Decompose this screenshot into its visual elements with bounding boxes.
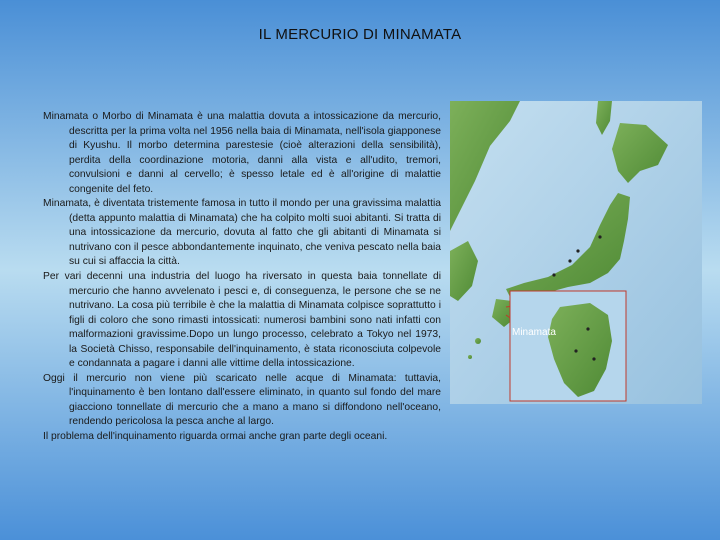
body-text <box>43 110 441 445</box>
japan-map-image <box>450 101 702 404</box>
island <box>475 338 481 344</box>
paragraph: Per vari decenni una industria del luogo ha riversato in questa baia tonnellate di mercurio che hanno avvelenato i pesci e, di conseguenza, le persone che se ne nutrivano. La cosa più terribile è che la malattia di Minamata colpisce soprattutto i figli di coloro che sono rimasti intossicati: numerosi bambini sono nati infatti con malformazioni gravissime.Dopo un lungo processo, celebrato a Tokyo nel 1973, la Società Chisso, responsabile dell'inquinamento, è stata riconosciuta colpevole e condannata a pagare i danni alle vittime della intossicazione. <box>43 271 441 370</box>
map-label-minamata: Minamata <box>512 327 556 338</box>
paragraph: Minamata, è diventata tristemente famosa in tutto il mondo per una gravissima malattia (detta appunto malattia di Minamata) che ha colpito molti suoi abitanti. Si tratta di una intossicazione da mercurio, dovuta al fatto che gli abitanti di Minamata si nutrivano con il pesce abbondantemente inquinato, che veniva pescato nella baia su cui si affaccia la città. <box>43 198 441 268</box>
paragraph: Minamata o Morbo di Minamata è una malattia dovuta a intossicazione da mercurio, descritta per la prima volta nel 1956 nella baia di Minamata, nell'isola giapponese di Kyushu. Il morbo determina parestesie (cioè alterazioni della sensibilità), perdita della coordinazione motoria, danni alla vista e all'udito, tremori, convulsioni e danni al cervello; è spesso letale ed è all'origine di malattie congenite del feto. <box>43 111 441 195</box>
page-title: IL MERCURIO DI MINAMATA <box>258 26 462 43</box>
japan-map <box>450 101 702 404</box>
paragraph: Oggi il mercurio non viene più scaricato nelle acque di Minamata: tuttavia, l'inquinamento è ben lontano dall'essere eliminato, in quanto sul fondo del mare giacciono tonnellate di mercurio che a mano a mano si diffondono nell'oceano, rendendo pericolosa la pesca anche al largo. <box>43 372 441 428</box>
island <box>468 355 472 359</box>
paragraph: Il problema dell'inquinamento riguarda ormai anche gran parte degli oceani. <box>43 431 388 443</box>
